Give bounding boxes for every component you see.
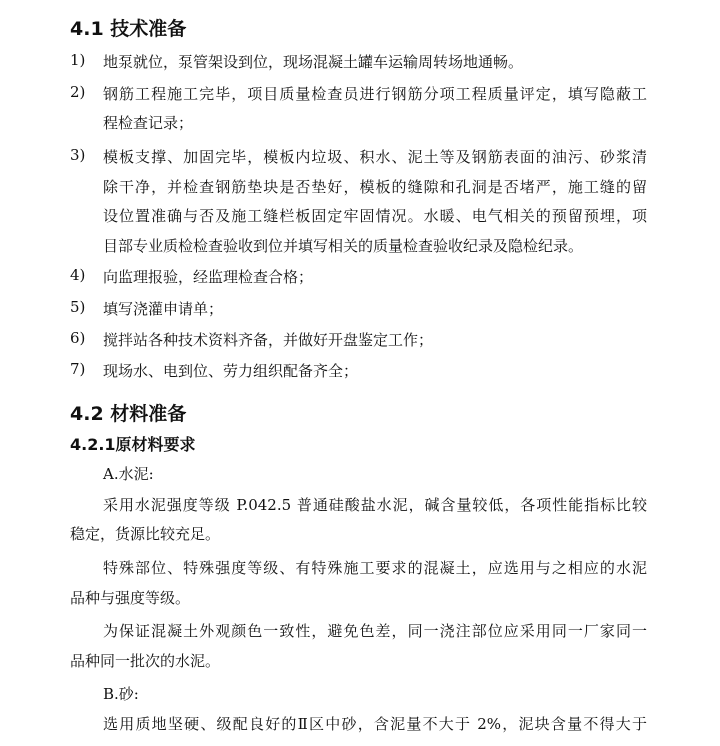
list-item-line: 填写浇灌申请单；	[103, 300, 224, 318]
list-item-line: 向监理报验，经监理检查合格；	[103, 268, 314, 286]
paragraph-line: 品种与强度等级。	[70, 589, 191, 607]
paragraph-line: 为保证混凝土外观颜色一致性，避免色差，同一浇注部位应采用同一厂家同一	[103, 622, 647, 640]
list-item-line: 模板支撑、加固完毕，模板内垃圾、积水、泥土等及钢筋表面的油污、砂浆清	[103, 148, 647, 166]
section-heading-4-2: 4.2 材料准备	[70, 403, 187, 425]
list-item-number: 6)	[70, 329, 86, 347]
cement-label: A.水泥:	[103, 465, 154, 483]
list-item-number: 2)	[70, 83, 86, 101]
list-item-line: 地泵就位，泵管架设到位，现场混凝土罐车运输周转场地通畅。	[103, 53, 524, 71]
list-item-number: 4)	[70, 266, 86, 284]
paragraph-line: 稳定，货源比较充足。	[70, 525, 221, 543]
paragraph-line: 特殊部位、特殊强度等级、有特殊施工要求的混凝土，应选用与之相应的水泥	[103, 559, 647, 577]
sand-label: B.砂:	[103, 685, 139, 703]
list-item-line: 现场水、电到位、劳力组织配备齐全；	[103, 362, 359, 380]
list-item-number: 1)	[70, 51, 86, 69]
list-item-number: 5)	[70, 298, 86, 316]
paragraph-line: 选用质地坚硬、级配良好的Ⅱ区中砂，含泥量不大于 2%，泥块含量不得大于	[103, 715, 647, 733]
subsection-heading-4-2-1: 4.2.1原材料要求	[70, 435, 196, 454]
list-item-line: 程检查记录；	[103, 114, 194, 132]
paragraph-line: 品种同一批次的水泥。	[70, 652, 221, 670]
list-item-line: 目部专业质检检查验收到位并填写相关的质量检查验收纪录及隐检纪录。	[103, 237, 584, 255]
list-item-number: 7)	[70, 360, 86, 378]
paragraph-line: 采用水泥强度等级 P.042.5 普通硅酸盐水泥，碱含量较低，各项性能指标比较	[103, 496, 647, 514]
list-item-line: 搅拌站各种技术资料齐备，并做好开盘鉴定工作；	[103, 331, 434, 349]
list-item-line: 设位置准确与否及施工缝栏板固定牢固情况。水暖、电气相关的预留预埋，项	[103, 207, 647, 225]
list-item-line: 钢筋工程施工完毕，项目质量检查员进行钢筋分项工程质量评定，填写隐蔽工	[103, 85, 647, 103]
list-item-number: 3)	[70, 146, 86, 164]
list-item-line: 除干净，并检查钢筋垫块是否垫好，模板的缝隙和孔洞是否堵严，施工缝的留	[103, 178, 647, 196]
section-heading-4-1: 4.1 技术准备	[70, 18, 187, 40]
